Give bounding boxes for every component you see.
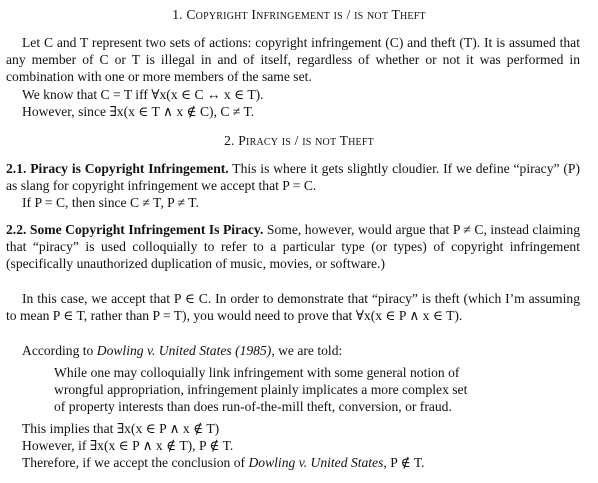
subsection-2-2-paragraph [6, 221, 580, 273]
however-line: However, if ∃x(x ∈ P ∧ x ∉ T), P ∉ T. [22, 438, 234, 453]
section-1-heading [0, 6, 598, 23]
section-number: 1. [172, 7, 183, 22]
citation-line [22, 342, 342, 359]
subsection-heading: 2.1. Piracy is Copyright Infringement. [6, 161, 229, 176]
implication-line: This implies that ∃x(x ∈ P ∧ x ∉ T) [22, 421, 220, 436]
section-number: 2. [224, 133, 235, 148]
section-1-paragraph: Let C and T represent two sets of actions: copyright infringement (C) and theft (T). It is assumed that any member of C or T is illegal in and of itself, regardless of whether or not it was performed in combination with one or more members of the same set. [6, 35, 580, 85]
conclusion-line [22, 454, 425, 471]
conclusion-tail: , P ∉ T. [383, 455, 425, 470]
section-1-inequality-line: However, since ∃x(x ∈ T ∧ x ∉ C), C ≠ T. [22, 104, 255, 119]
citation-lead: According to [22, 343, 97, 358]
section-title: Copyright Infringement is / is not Theft [186, 7, 426, 22]
subsection-heading: 2.2. Some Copyright Infringement Is Piracy. [6, 222, 264, 237]
case-name: Dowling v. United States (1985) [96, 343, 272, 358]
section-2-heading [0, 132, 598, 149]
section-title: Piracy is / is not Theft [238, 133, 374, 148]
subsection-body: Some, however, would argue that P ≠ C, instead claiming that “piracy” is used colloquially to refer to a particular type (or types) of copyright infringement (specifically unauthorized duplication of music, movies, or software.) [6, 222, 580, 272]
block-quote-line: of property interests than does run-of-the-mill theft, conversion, or fraud. [54, 399, 452, 414]
subsection-2-1-conclusion: If P = C, then since C ≠ T, P ≠ T. [22, 195, 199, 210]
subsection-2-2-second-paragraph: In this case, we accept that P ∈ C. In order to demonstrate that “piracy” is theft (which I’m assuming to mean P ∈ T, rather than P = T), you would need to prove that ∀x(x ∈ P ∧ x ∈ T). [6, 291, 580, 324]
section-1-equality-line: We know that C = T iff ∀x(x ∈ C ↔ x ∈ T). [22, 87, 264, 102]
block-quote-line: wrongful appropriation, infringement plainly implicates a more complex set [54, 382, 468, 397]
conclusion-lead: Therefore, if we accept the conclusion of [22, 455, 249, 470]
case-name: Dowling v. United States [248, 455, 384, 470]
block-quote-line: While one may colloquially link infringement with some general notion of [54, 365, 460, 380]
subsection-body: This is where it gets slightly cloudier. If we define “piracy” (P) as slang for copyright infringement we accept that P = C. [6, 161, 581, 194]
subsection-2-1-paragraph [6, 160, 580, 194]
citation-tail: , we are told: [271, 343, 343, 358]
